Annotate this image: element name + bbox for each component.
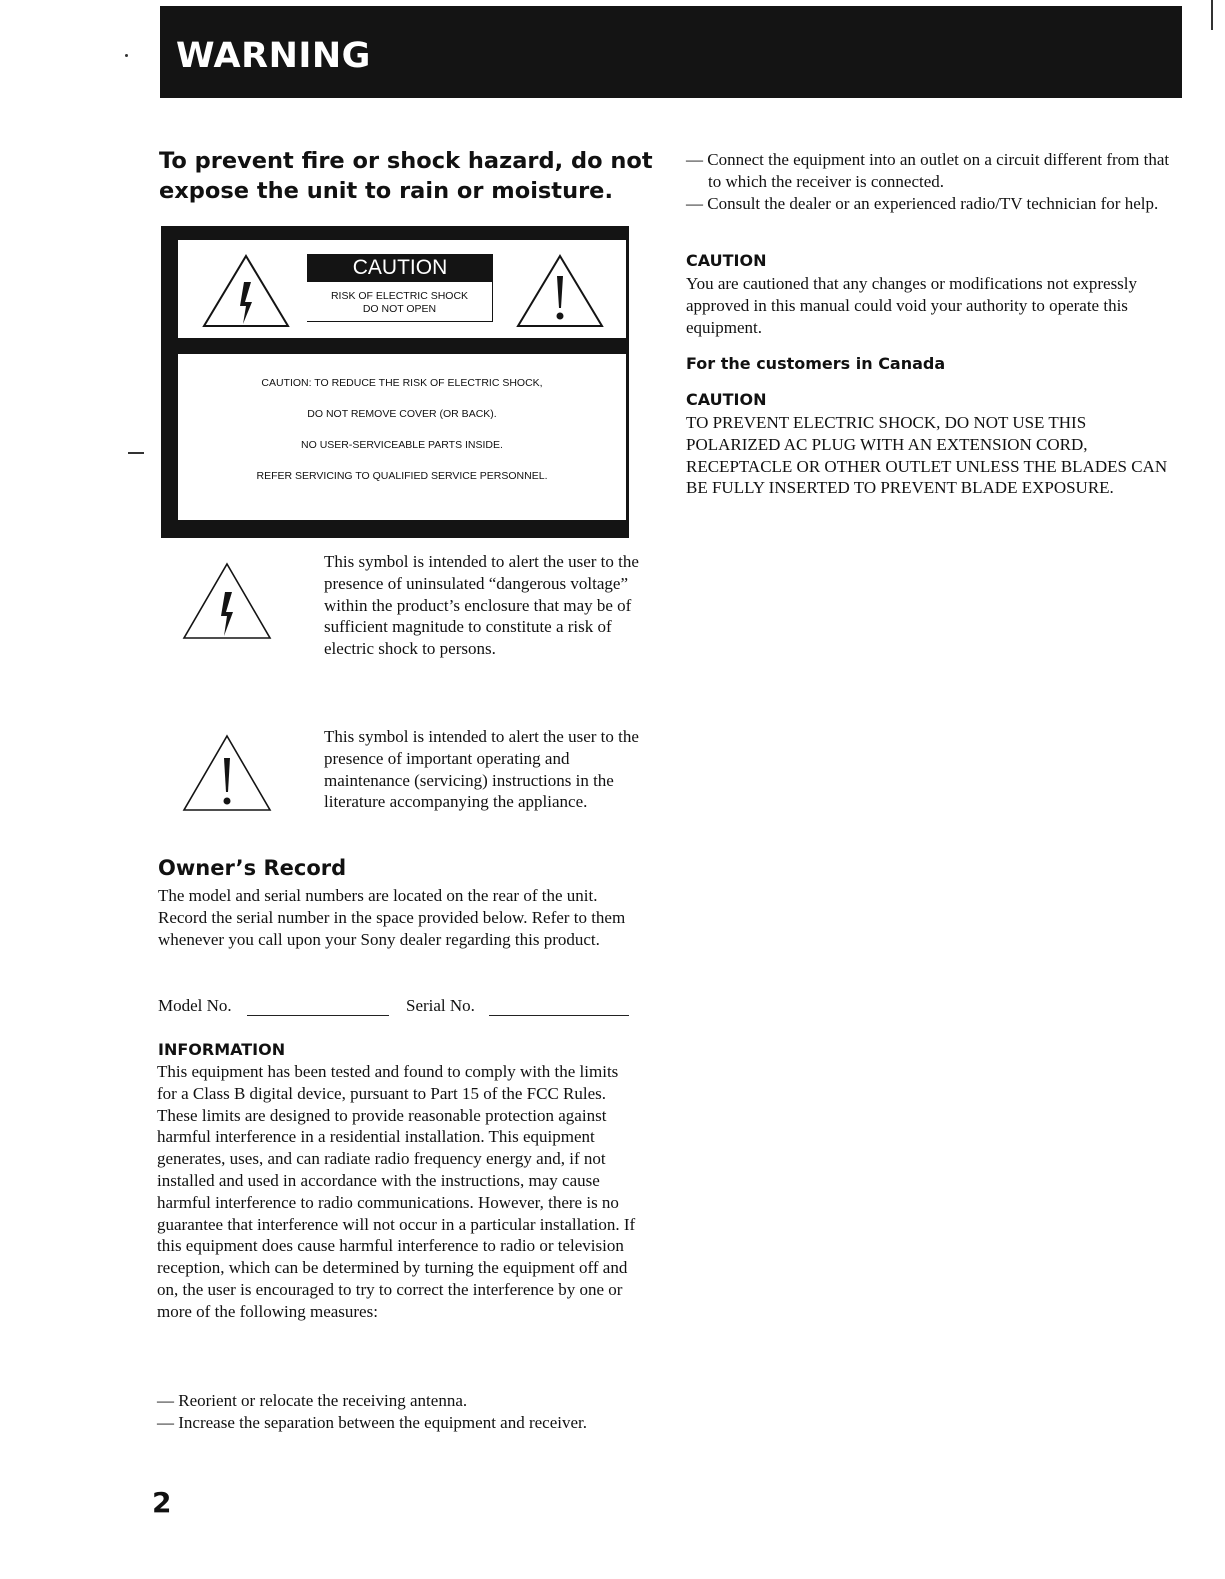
page-number: 2 — [152, 1486, 172, 1519]
owners-record-heading: Owner’s Record — [158, 856, 347, 880]
caution-label-lines — [178, 376, 626, 500]
banner-title: WARNING — [176, 36, 371, 76]
exclamation-warning-icon — [514, 252, 606, 330]
caution-label — [161, 226, 629, 538]
caution-heading: CAUTION — [686, 251, 767, 270]
list-item: — Increase the separation between the equipment and receiver. — [157, 1412, 587, 1432]
information-text: This equipment has been tested and found to comply with the limits for a Class B digital device, pursuant to Part 15 of the FCC Rules. These limits are designed to provide reasonable protection against harmful interference in a residential installation. This equipment generates, uses, and can radiate radio frequency energy and, if not installed and used in accordance with the instructions, may cause harmful interference to radio communications. However, there is no guarantee that interference will not occur in a particular installation. If this equipment does cause harmful interference to radio or television reception, which can be determined by turning the equipment off and on, the user is encouraged to try to correct the interference by one or more of the following measures: — [157, 1062, 636, 1321]
label-line: DO NOT REMOVE COVER (OR BACK). — [307, 408, 497, 420]
label-line: NO USER-SERVICEABLE PARTS INSIDE. — [301, 439, 503, 451]
exclamation-warning-icon — [180, 732, 274, 814]
label-line: CAUTION: TO REDUCE THE RISK OF ELECTRIC SHOCK, — [261, 377, 543, 389]
caution-tag: CAUTION — [307, 254, 493, 282]
model-number-line — [247, 1015, 389, 1016]
list-item: — Consult the dealer or an experienced radio/TV technician for help. — [686, 193, 1159, 213]
lightning-warning-icon — [200, 252, 292, 330]
owners-record-text: The model and serial numbers are located on the rear of the unit. Record the serial number in the space provided below. Refer to them whenever you call upon your Sony dealer regarding this product. — [158, 886, 626, 949]
scan-mark — [128, 452, 144, 454]
lightning-symbol-description: This symbol is intended to alert the user to the presence of uninsulated “dangerous voltage” within the product’s enclosure that may be of sufficient magnitude to constitute a risk of electric shock to persons. — [324, 552, 639, 659]
list-item: — Connect the equipment into an outlet on a circuit different from that to which the receiver is connected. — [686, 150, 1170, 191]
caution-label-top — [178, 240, 626, 338]
tag-line-2: DO NOT OPEN — [362, 303, 437, 315]
measures-list-right — [686, 149, 1176, 214]
serial-number-label: Serial No. — [406, 996, 475, 1015]
canada-caution-text: TO PREVENT ELECTRIC SHOCK, DO NOT USE THIS POLARIZED AC PLUG WITH AN EXTENSION CORD, RECEPTACLE OR OTHER OUTLET UNLESS THE BLADES CAN BE FULLY INSERTED TO PREVENT BLADE EXPOSURE. — [686, 413, 1168, 498]
lightning-warning-icon — [180, 560, 274, 642]
model-number-label: Model No. — [158, 996, 232, 1015]
serial-number-line — [489, 1015, 629, 1016]
scan-mark — [125, 54, 128, 57]
caution-modifications-text: You are cautioned that any changes or modifications not expressly approved in this manual could void your authority to operate this equipment. — [686, 274, 1138, 337]
caution-tag-text — [307, 282, 493, 322]
caution-label-bottom — [178, 354, 626, 520]
tag-line-1: RISK OF ELECTRIC SHOCK — [330, 290, 469, 302]
list-item: — Reorient or relocate the receiving antenna. — [157, 1391, 468, 1410]
exclamation-symbol-description: This symbol is intended to alert the user to the presence of important operating and maintenance (servicing) instructions in the literature accompanying the appliance. — [324, 727, 639, 812]
page-headline: To prevent fire or shock hazard, do not expose the unit to rain or moisture. — [159, 148, 653, 204]
label-line: REFER SERVICING TO QUALIFIED SERVICE PERSONNEL. — [256, 470, 548, 482]
warning-banner — [160, 6, 1182, 98]
canada-heading: For the customers in Canada — [686, 354, 946, 373]
information-heading: INFORMATION — [158, 1040, 286, 1059]
scan-mark — [1211, 0, 1213, 30]
canada-caution-heading: CAUTION — [686, 390, 767, 409]
measures-list-left — [157, 1390, 627, 1434]
